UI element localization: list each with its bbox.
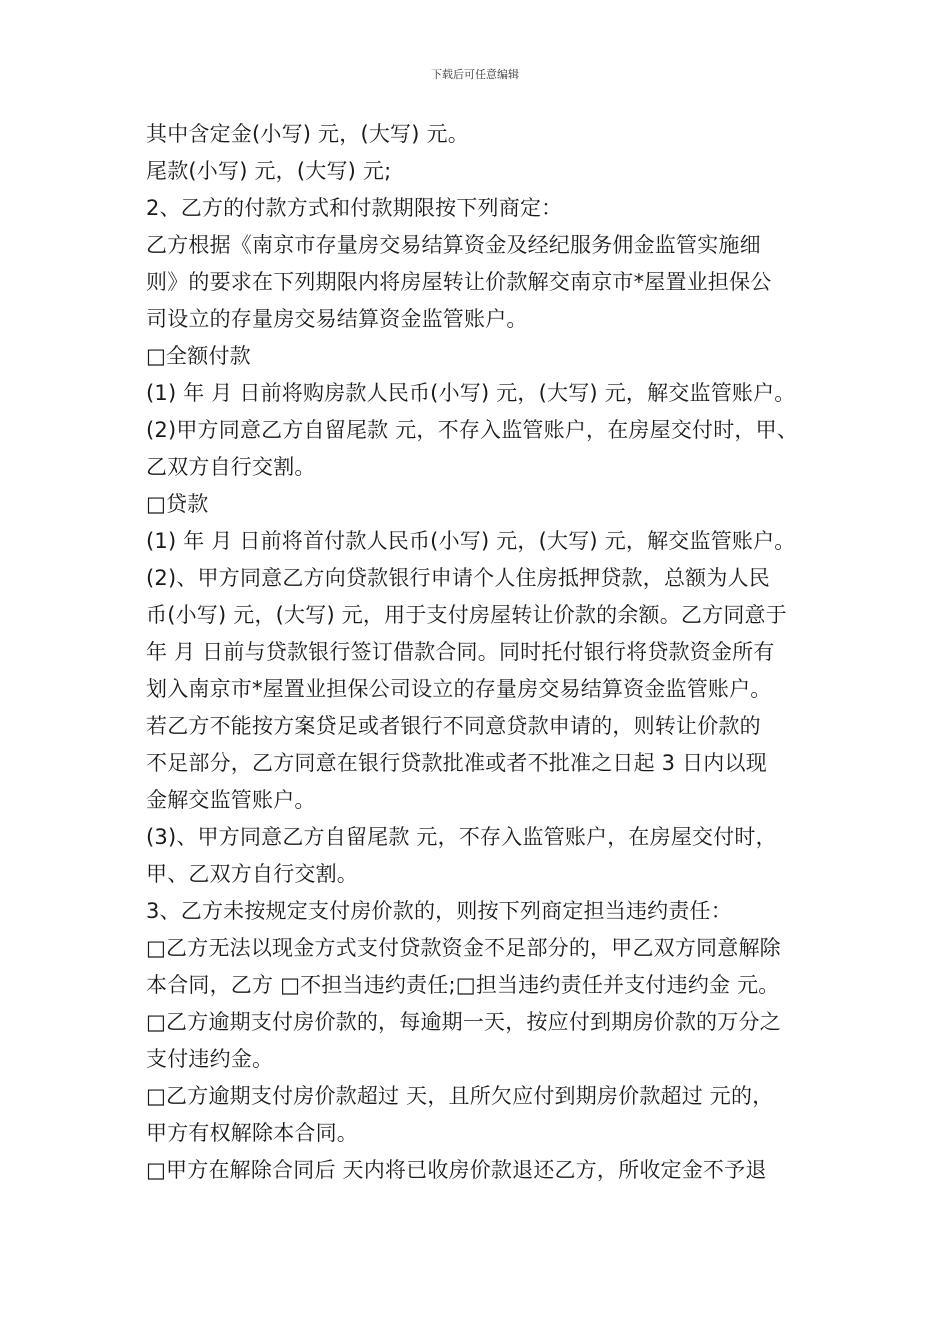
text-line: 本合同，乙方 □不担当违约责任;□担当违约责任并支付违约金 元。 bbox=[146, 973, 780, 997]
text-line: (2)、甲方同意乙方向贷款银行申请个人住房抵押贷款，总额为人民 bbox=[146, 566, 770, 590]
text-line: 其中含定金(小写) 元，(大写) 元。 bbox=[146, 122, 469, 146]
text-line: 划入南京市*屋置业担保公司设立的存量房交易结算资金监管账户。 bbox=[146, 677, 772, 701]
text-line: 甲、乙双方自行交割。 bbox=[146, 862, 358, 886]
text-line: □乙方无法以现金方式支付贷款资金不足部分的，甲乙双方同意解除 bbox=[146, 936, 781, 960]
text-line: □甲方在解除合同后 天内将已收房价款退还乙方，所收定金不予退 bbox=[146, 1158, 767, 1182]
page-header: 下载后可任意编辑 bbox=[431, 68, 519, 81]
text-line: □乙方逾期支付房价款的，每逾期一天，按应付到期房价款的万分之 bbox=[146, 1010, 781, 1034]
text-line: 币(小写) 元，(大写) 元，用于支付房屋转让价款的余额。乙方同意于 bbox=[146, 603, 787, 627]
text-line: 乙双方自行交割。 bbox=[146, 455, 316, 479]
text-line: 司设立的存量房交易结算资金监管账户。 bbox=[146, 307, 528, 331]
text-line: 不足部分，乙方同意在银行贷款批准或者不批准之日起 3 日内以现 bbox=[146, 751, 767, 775]
text-line: 2、乙方的付款方式和付款期限按下列商定： bbox=[146, 196, 563, 220]
text-line: (1) 年 月 日前将购房款人民币(小写) 元，(大写) 元，解交监管账户。 bbox=[146, 381, 796, 405]
text-line: (1) 年 月 日前将首付款人民币(小写) 元，(大写) 元，解交监管账户。 bbox=[146, 529, 796, 553]
text-line: □全额付款 bbox=[146, 344, 251, 368]
text-line: (2)甲方同意乙方自留尾款 元，不存入监管账户，在房屋交付时，甲、 bbox=[146, 418, 799, 442]
document-body bbox=[146, 116, 836, 1189]
text-line: □贷款 bbox=[146, 492, 209, 516]
text-line: 若乙方不能按方案贷足或者银行不同意贷款申请的，则转让价款的 bbox=[146, 714, 761, 738]
text-line: □乙方逾期支付房价款超过 天，且所欠应付到期房价款超过 元的， bbox=[146, 1084, 774, 1108]
text-line: 尾款(小写) 元，(大写) 元; bbox=[146, 159, 392, 183]
text-line: (3)、甲方同意乙方自留尾款 元，不存入监管账户，在房屋交付时， bbox=[146, 825, 777, 849]
text-line: 3、乙方未按规定支付房价款的，则按下列商定担当违约责任： bbox=[146, 899, 732, 923]
text-line: 年 月 日前与贷款银行签订借款合同。同时托付银行将贷款资金所有 bbox=[146, 640, 775, 664]
text-line: 金解交监管账户。 bbox=[146, 788, 316, 812]
text-line: 则》的要求在下列期限内将房屋转让价款解交南京市*屋置业担保公 bbox=[146, 270, 772, 294]
text-line: 乙方根据《南京市存量房交易结算资金及经纪服务佣金监管实施细 bbox=[146, 233, 761, 257]
text-line: 支付违约金。 bbox=[146, 1047, 274, 1071]
text-line: 甲方有权解除本合同。 bbox=[146, 1121, 358, 1145]
